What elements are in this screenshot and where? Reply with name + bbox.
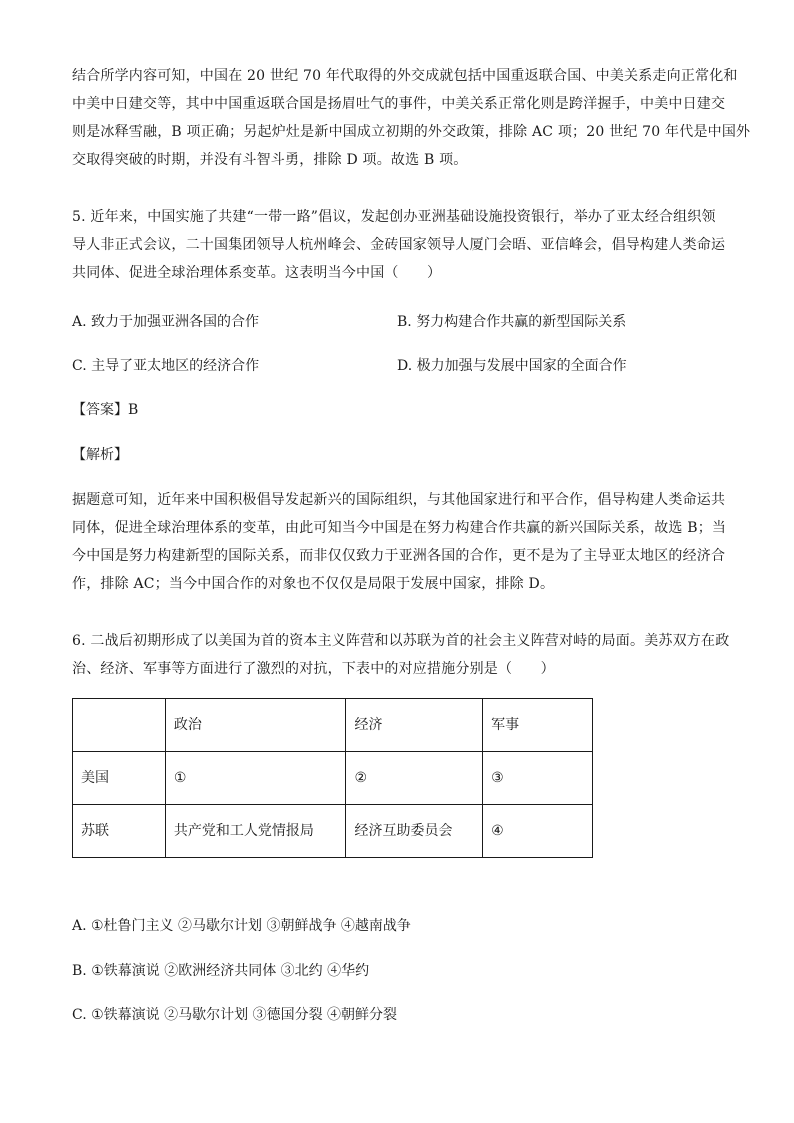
q5-analysis-title: 【解析】	[72, 447, 128, 463]
text-line: 则是冰释雪融，B 项正确；另起炉灶是新中国成立初期的外交政策，排除 AC 项；20 世纪 70 年代是中国外	[72, 124, 751, 140]
q5-option-a: A. 致力于加强亚洲各国的合作	[72, 314, 260, 330]
text-line: 中美中日建交等，其中中国重返联合国是扬眉吐气的事件，中美关系正常化则是跨洋握手，中美中日建交	[72, 96, 726, 112]
table-cell: 军事	[483, 699, 593, 752]
text-line: 作，排除 AC；当今中国合作的对象也不仅仅是局限于发展中国家，排除 D。	[72, 576, 555, 592]
intro-paragraph	[72, 62, 751, 174]
table-row	[73, 752, 593, 805]
table-cell: ③	[483, 752, 593, 805]
q5-answer: 【答案】B	[72, 402, 139, 418]
text-line: 今中国是努力构建新型的国际关系，而非仅仅致力于亚洲各国的合作，更不是为了主导亚太地区的经济合	[72, 548, 726, 564]
table-header-row	[73, 699, 593, 752]
text-line: 导人非正式会议，二十国集团领导人杭州峰会、金砖国家领导人厦门会晤、亚信峰会，倡导构建人类命运	[72, 237, 726, 253]
table-cell: ④	[483, 805, 593, 858]
question-5-stem	[72, 203, 724, 287]
table-cell: ②	[346, 752, 483, 805]
q6-option-c: C. ①铁幕演说 ②马歇尔计划 ③德国分裂 ④朝鲜分裂	[72, 1007, 398, 1023]
table-cell: 经济	[346, 699, 483, 752]
q5-analysis	[72, 486, 727, 598]
table-cell: 共产党和工人党情报局	[165, 805, 346, 858]
q6-option-a: A. ①杜鲁门主义 ②马歇尔计划 ③朝鲜战争 ④越南战争	[72, 918, 411, 934]
text-line: 治、经济、军事等方面进行了激烈的对抗，下表中的对应措施分别是（ ）	[72, 661, 555, 677]
question-6-stem	[72, 627, 730, 683]
text-line: 6. 二战后初期形成了以美国为首的资本主义阵营和以苏联为首的社会主义阵营对峙的局面。美苏双方在政	[72, 633, 730, 649]
text-line: 交取得突破的时期，并没有斗智斗勇，排除 D 项。故选 B 项。	[72, 152, 468, 168]
q5-option-d: D. 极力加强与发展中国家的全面合作	[397, 358, 627, 374]
table-cell	[73, 699, 166, 752]
table-cell: 政治	[165, 699, 346, 752]
q6-option-b: B. ①铁幕演说 ②欧洲经济共同体 ③北约 ④华约	[72, 963, 370, 979]
text-line: 据题意可知，近年来中国积极倡导发起新兴的国际组织，与其他国家进行和平合作，倡导构建人类命运共	[72, 492, 726, 508]
text-line: 5. 近年来，中国实施了共建“一带一路”倡议，发起创办亚洲基础设施投资银行，举办了亚太经合组织领	[72, 209, 716, 225]
text-line: 结合所学内容可知，中国在 20 世纪 70 年代取得的外交成就包括中国重返联合国、中美关系走向正常化和	[72, 68, 738, 84]
table-cell: 美国	[73, 752, 166, 805]
table-row	[73, 805, 593, 858]
table-cell: 经济互助委员会	[346, 805, 483, 858]
text-line: 共同体、促进全球治理体系变革。这表明当今中国（ ）	[72, 265, 442, 281]
q5-option-b: B. 努力构建合作共赢的新型国际关系	[397, 314, 627, 330]
table-cell: 苏联	[73, 805, 166, 858]
q6-measures-table	[72, 698, 593, 858]
q5-option-c: C. 主导了亚太地区的经济合作	[72, 358, 260, 374]
text-line: 同体，促进全球治理体系的变革，由此可知当今中国是在努力构建合作共赢的新兴国际关系，故选 B；当	[72, 520, 727, 536]
table-cell: ①	[165, 752, 346, 805]
